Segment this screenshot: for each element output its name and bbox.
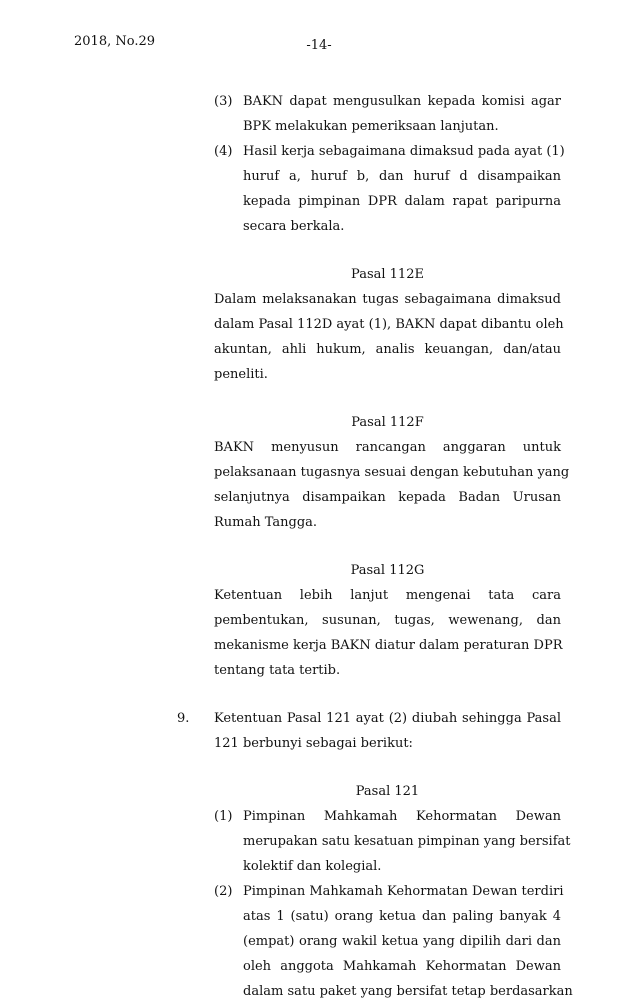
text-line: mekanisme kerja BAKN diatur dalam peraturan DPR bbox=[214, 638, 563, 653]
text-line: BAKN dapat mengusulkan kepada komisi agar bbox=[243, 94, 561, 109]
text-line: Ketentuan Pasal 121 ayat (2) diubah sehingga Pasal bbox=[214, 711, 561, 726]
text-line: dalam Pasal 112D ayat (1), BAKN dapat dibantu oleh bbox=[214, 317, 564, 332]
text-line: BAKN menyusun rancangan anggaran untuk bbox=[214, 440, 561, 455]
section-heading: Pasal 112E bbox=[351, 267, 424, 282]
text-line: dalam satu paket yang bersifat tetap berdasarkan bbox=[243, 984, 573, 999]
section-heading: Pasal 112G bbox=[350, 563, 425, 578]
item-number: (4) bbox=[214, 144, 233, 159]
item-number: (2) bbox=[214, 884, 233, 899]
text-line: akuntan, ahli hukum, analis keuangan, dan/atau bbox=[214, 342, 561, 357]
text-line: oleh anggota Mahkamah Kehormatan Dewan bbox=[243, 959, 561, 974]
page-number: -14- bbox=[306, 38, 332, 53]
text-line: (empat) orang wakil ketua yang dipilih dari dan bbox=[243, 934, 561, 949]
item-number: 9. bbox=[177, 711, 190, 726]
text-line: tentang tata tertib. bbox=[214, 663, 341, 678]
text-line: BPK melakukan pemeriksaan lanjutan. bbox=[243, 119, 499, 134]
text-line: merupakan satu kesatuan pimpinan yang bersifat bbox=[243, 834, 571, 849]
text-line: 121 berbunyi sebagai berikut: bbox=[214, 736, 413, 751]
text-line: Hasil kerja sebagaimana dimaksud pada ayat (1) bbox=[243, 144, 565, 159]
section-heading: Pasal 121 bbox=[355, 784, 420, 799]
text-line: pembentukan, susunan, tugas, wewenang, dan bbox=[214, 613, 561, 628]
item-number: (3) bbox=[214, 94, 233, 109]
item-number: (1) bbox=[214, 809, 233, 824]
text-line: kolektif dan kolegial. bbox=[243, 859, 382, 874]
text-line: secara berkala. bbox=[243, 219, 345, 234]
text-line: Pimpinan Mahkamah Kehormatan Dewan terdiri bbox=[243, 884, 564, 899]
text-line: Rumah Tangga. bbox=[214, 515, 318, 530]
text-line: pelaksanaan tugasnya sesuai dengan kebutuhan yang bbox=[214, 465, 570, 480]
text-line: Dalam melaksanakan tugas sebagaimana dimaksud bbox=[214, 292, 561, 307]
text-line: kepada pimpinan DPR dalam rapat paripurna bbox=[243, 194, 561, 209]
text-line: Pimpinan Mahkamah Kehormatan Dewan bbox=[243, 809, 561, 824]
document-reference: 2018, No.29 bbox=[74, 34, 155, 49]
section-heading: Pasal 112F bbox=[351, 415, 424, 430]
text-line: atas 1 (satu) orang ketua dan paling banyak 4 bbox=[243, 909, 561, 924]
text-line: selanjutnya disampaikan kepada Badan Urusan bbox=[214, 490, 561, 505]
text-line: peneliti. bbox=[214, 367, 268, 382]
text-line: Ketentuan lebih lanjut mengenai tata cara bbox=[214, 588, 561, 603]
text-line: huruf a, huruf b, dan huruf d disampaikan bbox=[243, 169, 561, 184]
